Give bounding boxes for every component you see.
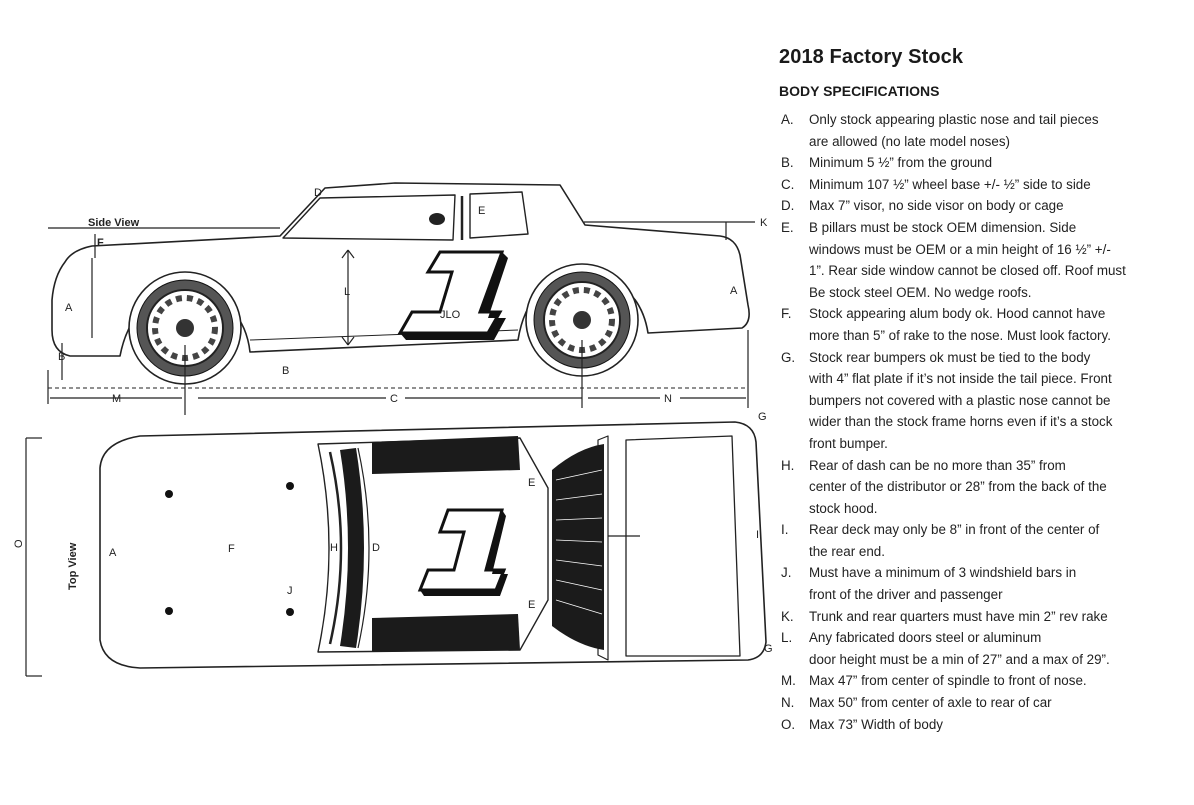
document-title: 2018 Factory Stock [779, 46, 964, 68]
marker-e-top-right: E [528, 599, 536, 611]
marker-o: O [13, 539, 25, 548]
spec-letter: E. [781, 219, 794, 235]
spec-letter: L. [781, 630, 793, 646]
spec-letter: D. [781, 198, 795, 214]
spec-item [778, 562, 1178, 605]
spec-line: center of the distributor or 28” from the back of the [809, 479, 1107, 495]
spec-line: more than 5” of rake to the nose. Must look factory. [809, 327, 1111, 343]
marker-a-top: A [109, 547, 117, 559]
spec-line: Only stock appearing plastic nose and tail pieces [809, 112, 1099, 127]
spec-panel [778, 46, 1178, 735]
spec-line: B pillars must be stock OEM dimension. Side [809, 219, 1077, 235]
spec-letter: I. [781, 522, 789, 538]
spec-line: bumpers not covered with a plastic nose cannot be [809, 392, 1111, 408]
spec-letter: N. [781, 695, 795, 711]
marker-d: D [314, 187, 322, 199]
side-view-car-number [400, 252, 508, 340]
spec-line: Rear deck may only be 8” in front of the center of [809, 522, 1100, 538]
marker-l: L [344, 286, 351, 298]
spec-line: front of the driver and passenger [809, 587, 1003, 603]
spec-letter: C. [781, 176, 795, 192]
spec-line: Rear of dash can be no more than 35” from [809, 457, 1066, 473]
marker-f-top: F [228, 543, 235, 555]
spec-item [778, 670, 1178, 692]
spec-line: with 4” flat plate if it’s not inside the tail piece. Front [809, 371, 1112, 387]
marker-i: I [756, 529, 760, 541]
document-subtitle: BODY SPECIFICATIONS [779, 83, 940, 99]
spec-line: front bumper. [809, 435, 888, 451]
spec-item [778, 692, 1178, 714]
spec-item [778, 303, 1178, 346]
spec-letter: J. [781, 565, 792, 581]
spec-line: Max 47” from center of spindle to front of nose. [809, 673, 1087, 689]
spec-line: windows must be OEM or a min height of 16 ½” +/- [809, 241, 1111, 257]
spec-line: 1”. Rear side window cannot be closed off. Roof must [809, 263, 1126, 279]
marker-n: N [664, 393, 672, 405]
spec-line: Minimum 5 ½” from the ground [809, 155, 993, 171]
spec-letter: B. [781, 155, 794, 171]
spec-item [778, 714, 1178, 736]
marker-e-top-left: E [528, 477, 536, 489]
spec-line: Any fabricated doors steel or aluminum [809, 630, 1042, 646]
spec-line: Max 73” Width of body [809, 716, 943, 732]
spec-letter: K. [781, 608, 794, 624]
spec-item [778, 455, 1178, 520]
spec-item [778, 519, 1178, 562]
spec-line: the rear end. [809, 543, 885, 559]
spec-item [778, 109, 1178, 152]
marker-b-center: B [282, 365, 290, 377]
marker-d-top: D [372, 542, 380, 554]
spec-letter: M. [781, 673, 796, 689]
spec-list [778, 109, 1178, 735]
spec-line: Must have a minimum of 3 windshield bars in [809, 565, 1077, 581]
top-view-label: Top View [67, 542, 79, 590]
spec-item [778, 627, 1178, 670]
spec-item [778, 217, 1178, 303]
marker-k: K [760, 217, 768, 229]
marker-m: M [112, 393, 122, 405]
spec-letter: G. [781, 349, 796, 365]
spec-line: Max 7” visor, no side visor on body or cage [809, 198, 1064, 214]
marker-j: J [287, 585, 293, 597]
spec-item [778, 606, 1178, 628]
spec-item [778, 174, 1178, 196]
spec-line: Be stock steel OEM. No wedge roofs. [809, 284, 1032, 300]
marker-a-front: A [65, 302, 73, 314]
marker-h: H [330, 542, 338, 554]
marker-e-side: E [478, 205, 486, 217]
spec-letter: H. [781, 457, 795, 473]
spec-letter: F. [781, 306, 792, 322]
marker-a-rear: A [730, 285, 738, 297]
spec-line: Trunk and rear quarters must have min 2” rev rake [809, 608, 1108, 624]
marker-f-side: F [97, 237, 104, 249]
spec-item [778, 347, 1178, 455]
spec-line: stock hood. [809, 500, 878, 516]
top-view-car-number [420, 510, 508, 596]
spec-line: Stock appearing alum body ok. Hood cannot have [809, 306, 1106, 322]
spec-line: door height must be a min of 27” and a max of 29”. [809, 651, 1110, 667]
marker-c: C [390, 393, 398, 405]
marker-b: B [58, 351, 66, 363]
side-view-label: Side View [88, 217, 140, 229]
side-number-small-text: JLO [440, 309, 461, 321]
spec-line: wider than the stock frame horns even if it’s a stock [809, 414, 1113, 430]
spec-line: are allowed (no late model noses) [809, 133, 1010, 149]
marker-g-bottom: G [764, 643, 773, 655]
spec-letter: A. [781, 112, 794, 127]
marker-g-top: G [758, 411, 767, 423]
spec-line: Minimum 107 ½” wheel base +/- ½” side to side [809, 176, 1091, 192]
spec-line: Stock rear bumpers ok must be tied to the body [809, 349, 1091, 365]
spec-line: Max 50” from center of axle to rear of car [809, 695, 1052, 711]
spec-letter: O. [781, 716, 796, 732]
spec-item [778, 152, 1178, 174]
spec-item [778, 195, 1178, 217]
